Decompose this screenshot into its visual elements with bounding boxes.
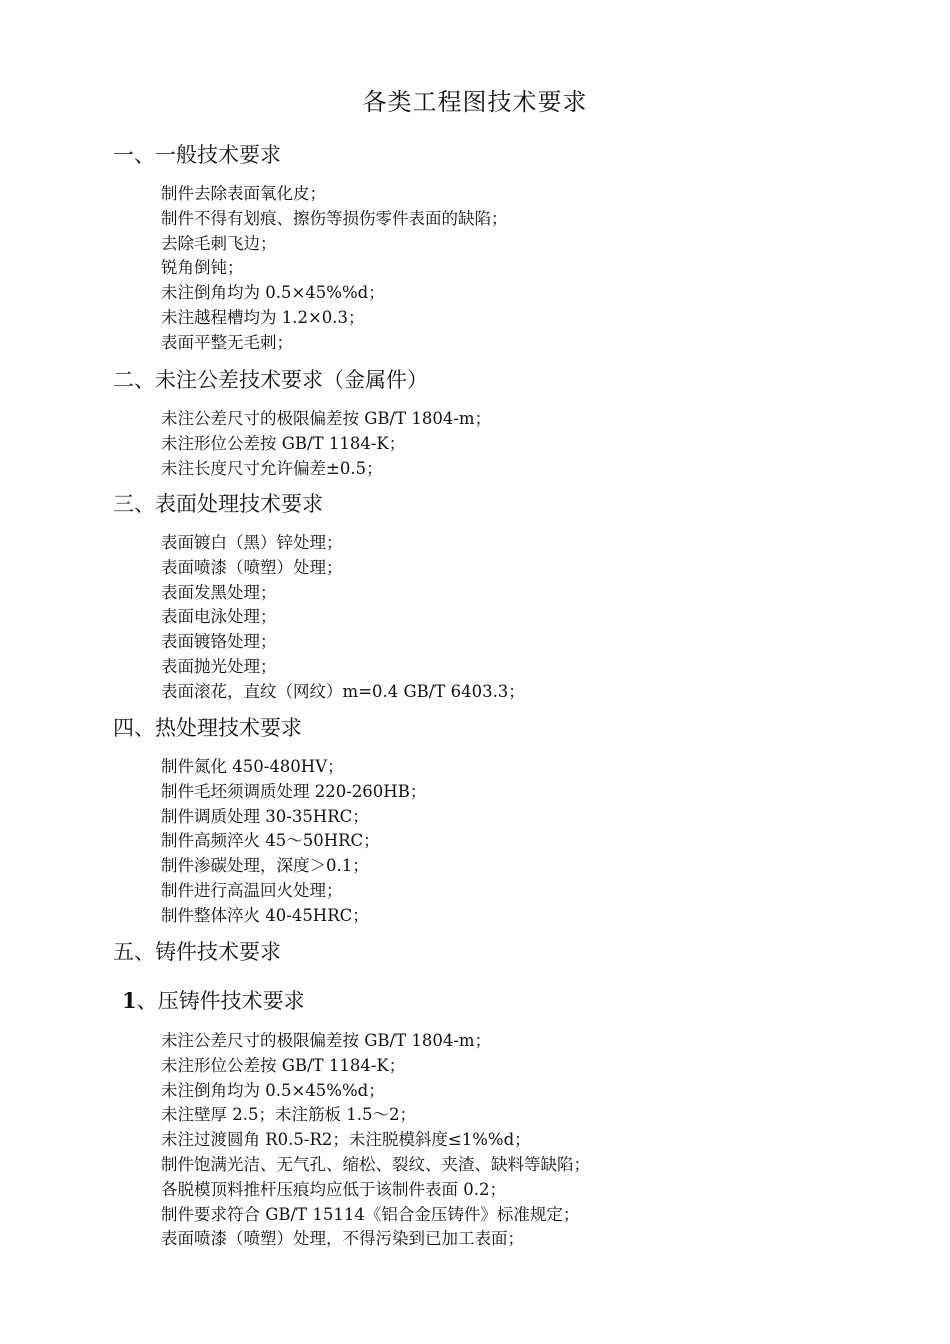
list-item: 未注公差尺寸的极限偏差按 GB/T 1804-m； — [161, 1031, 492, 1050]
list-item: 表面喷漆（喷塑）处理； — [161, 557, 343, 577]
list-item: 表面电泳处理； — [161, 607, 277, 627]
list-item: 未注形位公差按 GB/T 1184-K； — [161, 433, 406, 453]
section-list-surface — [161, 531, 525, 705]
section-heading-surface: 三、表面处理技术要求 — [113, 492, 323, 516]
list-item: 未注壁厚 2.5；未注筋板 1.5～2； — [161, 1105, 416, 1125]
list-item: 去除毛刺飞边； — [161, 233, 277, 253]
list-item: 制件渗碳处理，深度＞0.1； — [161, 856, 369, 876]
subsection-list-die-casting — [161, 1029, 590, 1252]
list-item: 制件调质处理 30-35HRC； — [161, 806, 369, 826]
list-item: 未注倒角均为 0.5×45%%d； — [161, 283, 385, 303]
list-item: 未注公差尺寸的极限偏差按 GB/T 1804-m； — [161, 409, 492, 428]
subsection-title: 、压铸件技术要求 — [136, 989, 305, 1013]
subsection-heading-die-casting — [122, 987, 305, 1015]
list-item: 表面喷漆（喷塑）处理，不得污染到已加工表面； — [161, 1229, 524, 1249]
list-item: 制件高频淬火 45～50HRC； — [161, 831, 380, 851]
list-item: 表面抛光处理； — [161, 656, 277, 676]
list-item: 制件氮化 450-480HV； — [161, 757, 344, 776]
list-item: 制件要求符合 GB/T 15114《铝合金压铸件》标准规定； — [161, 1204, 580, 1224]
list-item: 制件毛坯须调质处理 220-260HB； — [161, 781, 427, 801]
list-item: 未注形位公差按 GB/T 1184-K； — [161, 1055, 406, 1075]
section-list-heat-treatment — [161, 755, 426, 929]
list-item: 制件整体淬火 40-45HRC； — [161, 905, 369, 925]
list-item: 未注长度尺寸允许偏差±0.5； — [161, 458, 383, 478]
document-title: 各类工程图技术要求 — [362, 88, 588, 116]
list-item: 未注倒角均为 0.5×45%%d； — [161, 1080, 385, 1100]
subsection-number: 1 — [122, 988, 137, 1013]
list-item: 未注越程槽均为 1.2×0.3； — [161, 307, 365, 327]
list-item: 表面镀白（黑）锌处理； — [161, 533, 343, 552]
section-heading-tolerance: 二、未注公差技术要求（金属件） — [113, 368, 428, 392]
section-heading-general: 一、一般技术要求 — [113, 143, 281, 167]
list-item: 表面发黑处理； — [161, 582, 277, 602]
list-item: 锐角倒钝； — [161, 258, 244, 278]
list-item: 制件不得有划痕、擦伤等损伤零件表面的缺陷； — [161, 208, 508, 228]
section-list-tolerance — [161, 407, 491, 481]
list-item: 制件去除表面氧化皮； — [161, 184, 326, 203]
list-item: 制件饱满光洁、无气孔、缩松、裂纹、夹渣、缺料等缺陷； — [161, 1154, 590, 1174]
list-item: 表面平整无毛刺； — [161, 332, 293, 352]
list-item: 未注过渡圆角 R0.5-R2；未注脱模斜度≤1%%d； — [161, 1130, 531, 1150]
list-item: 表面滚花，直纹（网纹）m=0.4 GB/T 6403.3； — [161, 681, 525, 701]
section-heading-casting: 五、铸件技术要求 — [113, 940, 281, 964]
list-item: 制件进行高温回火处理； — [161, 880, 343, 900]
list-item: 各脱模顶料推杆压痕均应低于该制件表面 0.2； — [161, 1179, 506, 1199]
section-heading-heat-treatment: 四、热处理技术要求 — [113, 716, 302, 740]
section-list-general — [161, 182, 508, 356]
list-item: 表面镀铬处理； — [161, 632, 277, 652]
